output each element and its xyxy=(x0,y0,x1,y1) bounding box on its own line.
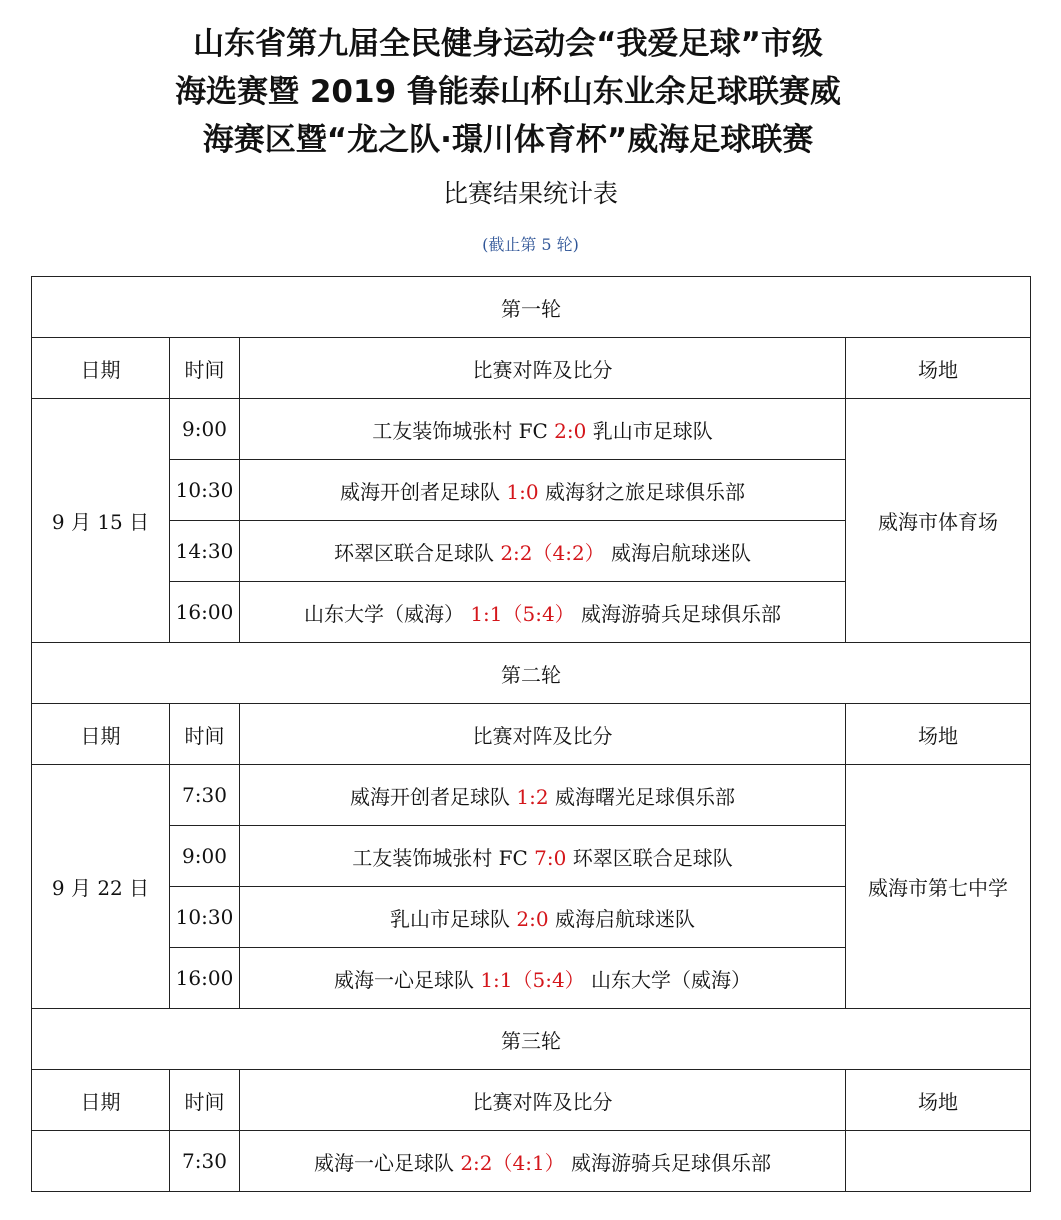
header-match: 比赛对阵及比分 xyxy=(240,338,846,399)
round-title: 第三轮 xyxy=(32,1009,1031,1070)
document-title-line-1: 山东省第九届全民健身运动会“我爱足球”市级 xyxy=(193,26,823,62)
header-time: 时间 xyxy=(170,1070,240,1131)
header-time: 时间 xyxy=(170,704,240,765)
match-date: 9 月 22 日 xyxy=(32,765,170,1009)
match-result xyxy=(240,948,846,1009)
table-row xyxy=(32,765,1031,826)
match-time: 10:30 xyxy=(170,887,240,948)
header-venue: 场地 xyxy=(846,338,1031,399)
away-team: 乳山市足球队 xyxy=(592,418,713,443)
document-title-line-2: 海选赛暨 2019 鲁能泰山杯山东业余足球联赛威 xyxy=(175,74,841,110)
match-result xyxy=(240,826,846,887)
match-result xyxy=(240,582,846,643)
match-score: 2:2（4:2） xyxy=(500,540,605,565)
away-team: 威海启航球迷队 xyxy=(611,540,752,565)
match-time: 9:00 xyxy=(170,826,240,887)
header-venue: 场地 xyxy=(846,1070,1031,1131)
match-result xyxy=(240,765,846,826)
home-team: 工友装饰城张村 FC xyxy=(352,845,528,870)
header-date: 日期 xyxy=(32,1070,170,1131)
match-result xyxy=(240,399,846,460)
round-title: 第一轮 xyxy=(32,277,1031,338)
results-table xyxy=(31,276,1031,1192)
away-team: 山东大学（威海） xyxy=(591,967,752,992)
match-result xyxy=(240,521,846,582)
match-time: 10:30 xyxy=(170,460,240,521)
away-team: 威海豺之旅足球俱乐部 xyxy=(544,479,745,504)
match-venue: 威海市体育场 xyxy=(846,399,1031,643)
home-team: 威海开创者足球队 xyxy=(350,784,511,809)
match-date: 9 月 15 日 xyxy=(32,399,170,643)
cutoff-note: (截止第 5 轮) xyxy=(482,235,579,254)
home-team: 山东大学（威海） xyxy=(303,601,464,626)
match-time: 7:30 xyxy=(170,1131,240,1192)
match-date xyxy=(32,1131,170,1192)
document-subtitle: 比赛结果统计表 xyxy=(442,179,618,208)
away-team: 威海游骑兵足球俱乐部 xyxy=(571,1150,772,1175)
home-team: 威海开创者足球队 xyxy=(340,479,501,504)
match-score: 7:0 xyxy=(534,845,567,870)
home-team: 工友装饰城张村 FC xyxy=(372,418,548,443)
away-team: 威海启航球迷队 xyxy=(554,906,695,931)
away-team: 环翠区联合足球队 xyxy=(572,845,733,870)
match-result xyxy=(240,460,846,521)
match-time: 16:00 xyxy=(170,948,240,1009)
match-time: 9:00 xyxy=(170,399,240,460)
home-team: 环翠区联合足球队 xyxy=(333,540,494,565)
match-venue xyxy=(846,1131,1031,1192)
home-team: 乳山市足球队 xyxy=(390,906,511,931)
match-score: 1:1（5:4） xyxy=(480,967,585,992)
match-result xyxy=(240,887,846,948)
match-score: 2:0 xyxy=(554,418,587,443)
document-title-line-3: 海赛区暨“龙之队·璟川体育杯”威海足球联赛 xyxy=(202,122,814,158)
header-venue: 场地 xyxy=(846,704,1031,765)
table-row xyxy=(32,399,1031,460)
match-time: 7:30 xyxy=(170,765,240,826)
table-row xyxy=(32,1131,1031,1192)
header-date: 日期 xyxy=(32,338,170,399)
match-time: 14:30 xyxy=(170,521,240,582)
match-score: 2:0 xyxy=(516,906,549,931)
away-team: 威海游骑兵足球俱乐部 xyxy=(581,601,782,626)
match-score: 1:0 xyxy=(506,479,539,504)
round-title: 第二轮 xyxy=(32,643,1031,704)
away-team: 威海曙光足球俱乐部 xyxy=(554,784,735,809)
header-match: 比赛对阵及比分 xyxy=(240,704,846,765)
match-time: 16:00 xyxy=(170,582,240,643)
match-score: 2:2（4:1） xyxy=(460,1150,565,1175)
match-result xyxy=(240,1131,846,1192)
home-team: 威海一心足球队 xyxy=(333,967,474,992)
header-date: 日期 xyxy=(32,704,170,765)
match-venue: 威海市第七中学 xyxy=(846,765,1031,1009)
match-score: 1:1（5:4） xyxy=(470,601,575,626)
match-score: 1:2 xyxy=(516,784,549,809)
header-time: 时间 xyxy=(170,338,240,399)
home-team: 威海一心足球队 xyxy=(313,1150,454,1175)
header-match: 比赛对阵及比分 xyxy=(240,1070,846,1131)
